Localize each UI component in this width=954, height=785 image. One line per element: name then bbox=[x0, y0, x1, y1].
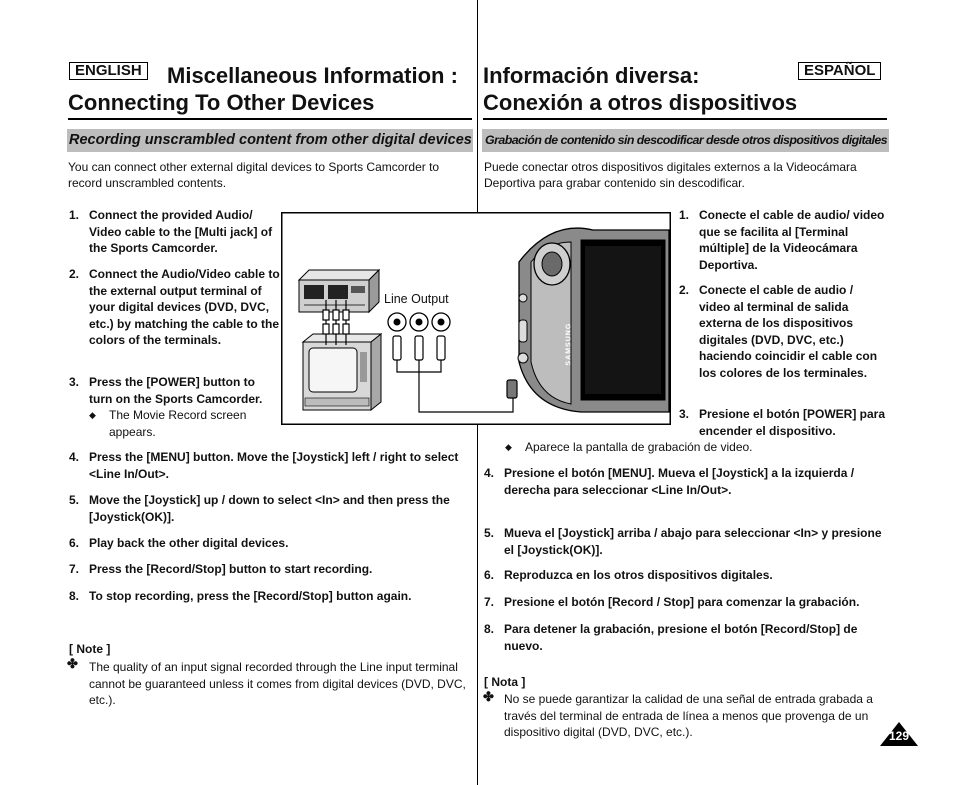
title-en-line2: Connecting To Other Devices bbox=[68, 90, 375, 115]
section-heading-en: Recording unscrambled content from other digital devices bbox=[67, 129, 473, 152]
diamond-bullet-icon: ◆ bbox=[89, 410, 96, 420]
title-en-line1: Miscellaneous Information : bbox=[167, 63, 458, 88]
section-heading-es: Grabación de contenido sin descodificar desde otros dispositivos digitales bbox=[482, 129, 889, 152]
step-es-6: 6. Reproduzca en los otros dispositivos digitales. bbox=[484, 568, 773, 582]
step-en-1: 1. Connect the provided Audio/ Video cable to the [Multi jack] of the Sports Camcorder. bbox=[69, 208, 273, 255]
step-es-7: 7. Presione el botón [Record / Stop] para comenzar la grabación. bbox=[484, 595, 860, 609]
dvd-player-icon bbox=[299, 270, 379, 312]
step-es-5: 5. Mueva el [Joystick] arriba / abajo para seleccionar <In> y presione el [Joystick(OK)]. bbox=[484, 526, 882, 557]
step-en-6: 6. Play back the other digital devices. bbox=[69, 536, 289, 550]
title-es-line1: Información diversa: bbox=[483, 63, 700, 88]
page-number: 129 bbox=[888, 729, 910, 743]
camcorder-icon bbox=[518, 228, 669, 412]
note-heading-en: [ Note ] bbox=[69, 642, 111, 656]
step-es-2: 2. Conecte el cable de audio / video al terminal de salida externa de los dispositivos digitales (DVD, DVC, etc.) haciendo coincidir el cable con los colores de los terminales. bbox=[679, 283, 878, 380]
diagram-svg bbox=[281, 212, 671, 425]
step-en-3-bullet: ◆ The Movie Record screen appears. bbox=[89, 408, 247, 439]
lang-badge-english: ENGLISH bbox=[69, 62, 148, 80]
intro-en: You can connect other external digital devices to Sports Camcorder to record unscrambled contents. bbox=[68, 160, 440, 190]
step-es-8: 8. Para detener la grabación, presione el botón [Record/Stop] de nuevo. bbox=[484, 622, 858, 653]
step-es-3-bullet: ◆ Aparece la pantalla de grabación de video. bbox=[505, 440, 753, 454]
step-en-5: 5. Move the [Joystick] up / down to select <In> and then press the [Joystick(OK)]. bbox=[69, 493, 450, 524]
step-es-3: 3. Presione el botón [POWER] para encender el dispositivo. bbox=[679, 407, 886, 438]
note-mark-icon: ✤ bbox=[67, 656, 78, 671]
title-es-line2: Conexión a otros dispositivos bbox=[483, 90, 798, 115]
step-en-7: 7. Press the [Record/Stop] button to start recording. bbox=[69, 562, 373, 576]
step-es-4: 4. Presione el botón [MENU]. Mueva el [Joystick] a la izquierda / derecha para seleccionar <Line In/Out>. bbox=[484, 466, 855, 497]
step-en-4: 4. Press the [MENU] button. Move the [Joystick] left / right to select <Line In/Out>. bbox=[69, 450, 459, 481]
television-icon bbox=[303, 334, 381, 410]
line-output-jacks-icon bbox=[388, 313, 450, 331]
title-rule-es bbox=[483, 118, 887, 120]
intro-es: Puede conectar otros dispositivos digitales externos a la Videocámara Deportiva para grabar contenido sin descodificar. bbox=[484, 160, 857, 190]
lang-badge-espanol: ESPAÑOL bbox=[798, 62, 881, 80]
page-number-badge bbox=[880, 722, 918, 746]
diamond-bullet-icon: ◆ bbox=[505, 442, 512, 452]
step-es-1: 1. Conecte el cable de audio/ video que se facilita al [Terminal múltiple] de la Videocámara Deportiva. bbox=[679, 208, 885, 272]
note-heading-es: [ Nota ] bbox=[484, 675, 526, 689]
note-mark-icon: ✤ bbox=[483, 689, 494, 704]
step-en-8: 8. To stop recording, press the [Record/Stop] button again. bbox=[69, 589, 412, 603]
connection-diagram bbox=[281, 212, 671, 425]
step-en-3: 3. Press the [POWER] button to turn on the Sports Camcorder. bbox=[69, 375, 263, 406]
step-en-2: 2. Connect the Audio/Video cable to the external output terminal of your digital devices (DVD, DVC, etc.) by matching the cable to the colors of the terminals. bbox=[69, 267, 280, 347]
note-text-en: The quality of an input signal recorded through the Line input terminal cannot be guaranteed unless it comes from digital devices (DVD, DVC, etc.). bbox=[89, 660, 466, 707]
line-output-label: Line Output bbox=[384, 292, 449, 306]
samsung-logo: SAMSUNG bbox=[565, 322, 573, 366]
note-text-es: No se puede garantizar la calidad de una señal de entrada grabada a través del terminal de entrada de línea a menos que provenga de un dispositivo digital (DVD, DVC, etc.). bbox=[504, 692, 873, 739]
title-rule-en bbox=[68, 118, 472, 120]
